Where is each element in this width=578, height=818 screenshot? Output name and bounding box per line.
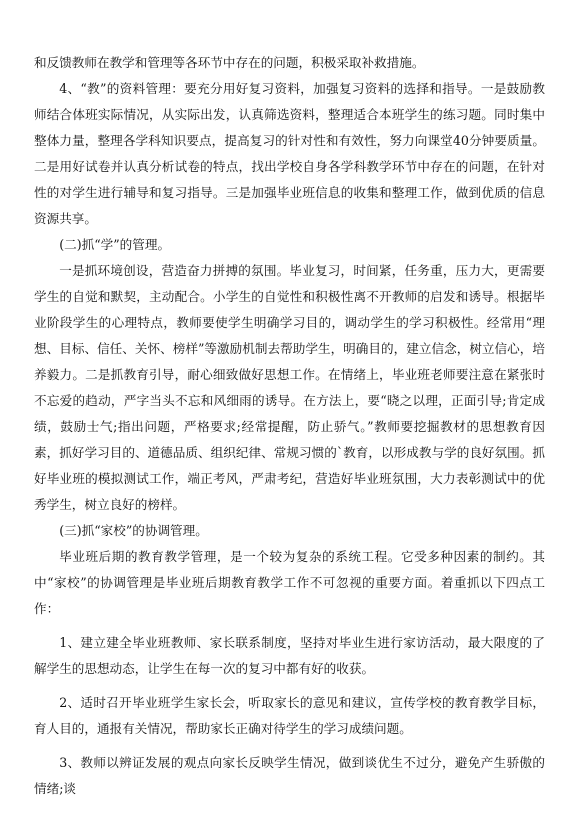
paragraph-jiaxiao-item-1: 1、建立建全毕业班教师、家长联系制度，坚持对毕业生进行家访活动，最大限度的了解学生的思想动态，让学生在每一次的复习中都有好的收获。: [34, 635, 545, 676]
paragraph-jiaxiao-item-3: 3、教师以辨证发展的观点向家长反映学生情况，做到谈优生不过分，避免产生骄傲的情绪;谈: [34, 755, 545, 796]
paragraph-continuation: 和反馈教师在教学和管理等各环节中存在的问题，积极采取补救措施。: [34, 55, 425, 70]
paragraph-jiaxiao-intro: 毕业班后期的教育教学管理，是一个较为复杂的系统工程。它受多种因素的制约。其中“家校”的协调管理是毕业班后期教育教学工作不可忽视的重要方面。着重抓以下四点工作：: [34, 549, 545, 616]
section-heading-jiaxiao: (三)抓“家校”的协调管理。: [59, 523, 208, 538]
paragraph-jiaxiao-item-2: 2、适时召开毕业班学生家长会，听取家长的意见和建议，宣传学校的教育教学目标，育人目的，通报有关情况，帮助家长正确对待学生的学习成绩问题。: [34, 695, 545, 736]
paragraph-jiao-materials: 4、“教”的资料管理：要充分用好复习资料，加强复习资料的选择和指导。一是鼓励教师结合体班实际情况，从实际出发，认真筛选资料，整理适合本班学生的练习题。同时集中整体力量，整理各学科知识要点，提高复习的针对性和有效性，努力向课堂40分钟要质量。二是用好试卷并认真分析试卷的特点，找出学校自身各学科教学环节中存在的问题，在针对性的对学生进行辅导和复习指导。三是加强毕业班信息的收集和整理工作，做到优质的信息资源共享。: [34, 81, 545, 226]
paragraph-xue-management: 一是抓环境创设，营造奋力拼搏的氛围。毕业复习，时间紧，任务重，压力大，更需要学生的自觉和默契，主动配合。小学生的自觉性和积极性离不开教师的启发和诱导。根据毕业阶段学生的心理特点，教师要使学生明确学习目的，调动学生的学习积极性。经常用“理想、目标、信任、关怀、榜样”等激励机制去帮助学生，明确目的，建立信念，树立信心，培养毅力。二是抓教育引导，耐心细致做好思想工作。在情绪上，毕业班老师要注意在紧张时不忘爱的趋动，严字当头不忘和风细雨的诱导。在方法上，要“晓之以理，正面引导;肯定成绩，鼓励士气;指出问题，严格要求;经常提醒，防止骄气。”教师要挖掘教材的思想教育因素，抓好学习目的、道德品质、组织纪律、常规习惯的`教育，以形成教与学的良好氛围。抓好毕业班的模拟测试工作，端正考风，严肃考纪，营造好毕业班氛围，大力表彰测试中的优秀学生，树立良好的榜样。: [34, 263, 545, 512]
section-heading-xue: (二)抓“学”的管理。: [59, 237, 171, 252]
